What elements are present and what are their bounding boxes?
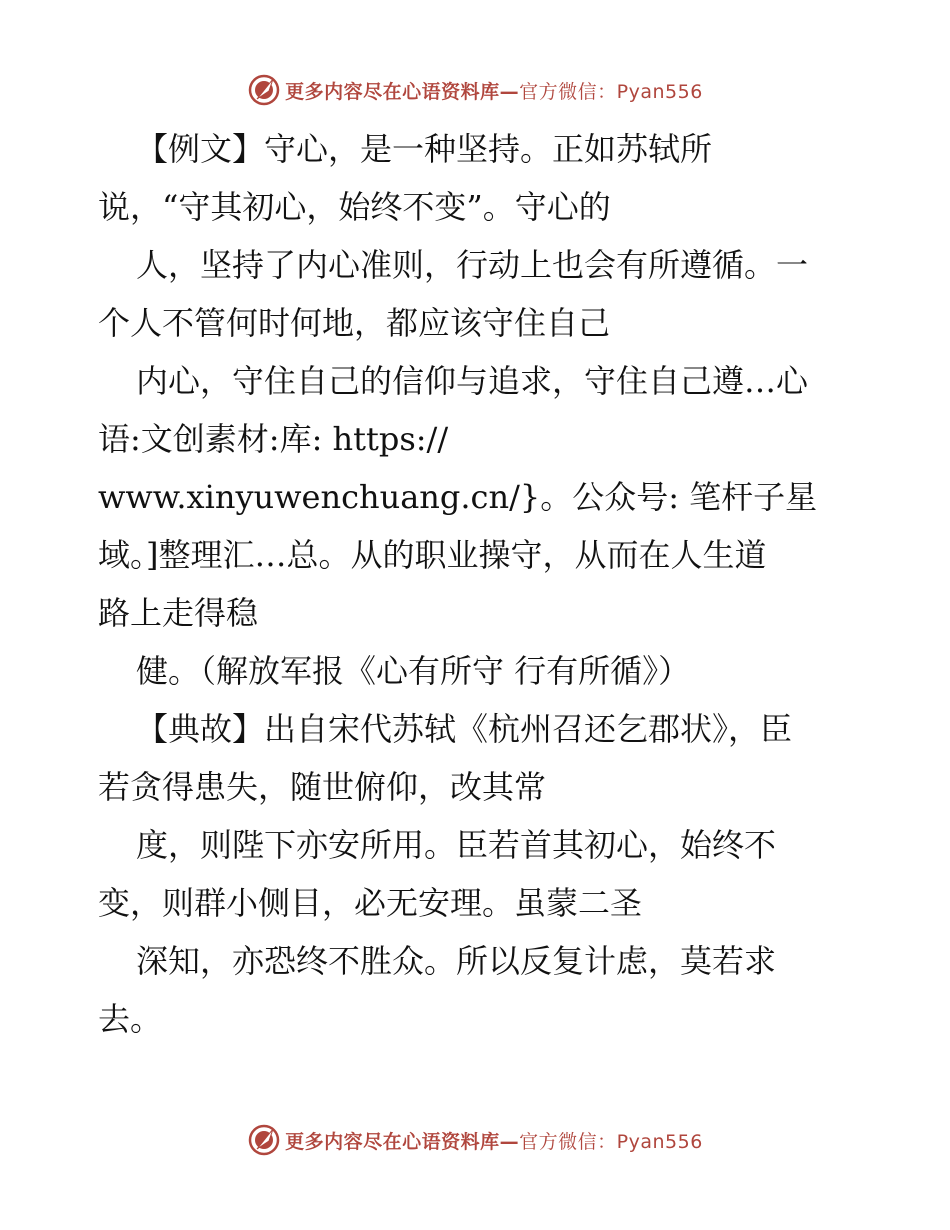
body-line: www.xinyuwenchuang.cn/}。公众号: 笔杆子星 bbox=[98, 478, 818, 516]
feather-seal-icon bbox=[247, 73, 281, 107]
body-line: 说，“守其初心，始终不变”。守心的 bbox=[98, 188, 611, 226]
header-wechat: 官方微信：Pyan556 bbox=[519, 80, 703, 103]
header-text bbox=[285, 77, 703, 104]
body-line: 人，坚持了内心准则，行动上也会有所遵循。一 bbox=[136, 246, 809, 284]
footer-banner bbox=[0, 1120, 950, 1160]
body-line: 【典故】出自宋代苏轼《杭州召还乞郡状》，臣 bbox=[136, 710, 793, 748]
header-banner bbox=[0, 70, 950, 110]
footer-wechat: 官方微信：Pyan556 bbox=[519, 1130, 703, 1153]
body-line: 路上走得稳 bbox=[98, 594, 259, 632]
document-body bbox=[98, 120, 858, 1048]
body-line: 【例文】守心，是一种坚持。正如苏轼所 bbox=[136, 130, 713, 168]
feather-seal-icon bbox=[247, 1123, 281, 1157]
body-line: 域。]整理汇…总。从的职业操守，从而在人生道 bbox=[98, 536, 767, 574]
body-line: 度，则陛下亦安所用。臣若首其初心，始终不 bbox=[136, 826, 777, 864]
body-line: 深知，亦恐终不胜众。所以反复计虑，莫若求 bbox=[136, 942, 777, 980]
body-line: 健。（解放军报《心有所守 行有所循》） bbox=[136, 652, 691, 690]
body-line: 去。 bbox=[98, 1000, 163, 1038]
footer-slogan: 更多内容尽在心语资料库— bbox=[285, 1130, 520, 1153]
body-line: 若贪得患失，随世俯仰，改其常 bbox=[98, 768, 547, 806]
body-line: 个人不管何时何地，都应该守住自己 bbox=[98, 304, 611, 342]
body-line: 语:文创素材:库: https:// bbox=[98, 420, 449, 458]
header-slogan: 更多内容尽在心语资料库— bbox=[285, 80, 520, 103]
body-line: 内心，守住自己的信仰与追求，守住自己遵…心 bbox=[136, 362, 809, 400]
footer-text bbox=[285, 1127, 703, 1154]
body-line: 变，则群小侧目，必无安理。虽蒙二圣 bbox=[98, 884, 643, 922]
